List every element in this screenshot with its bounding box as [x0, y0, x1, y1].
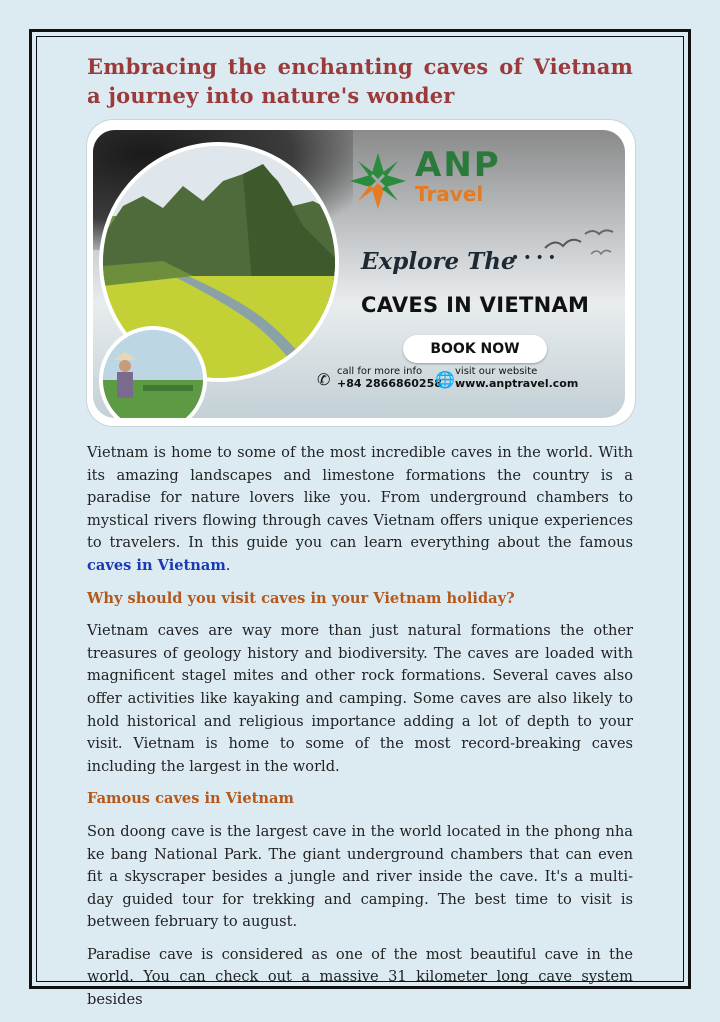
why-visit-heading: Why should you visit caves in your Vietnam holiday?: [87, 589, 515, 607]
caves-in-vietnam-link[interactable]: caves in Vietnam: [87, 556, 226, 574]
farmer-image: [103, 330, 203, 418]
paradise-cave-paragraph: Paradise cave is considered as one of the most beautiful cave in the world. You can check out a massive 31 kilometer long cave system besides: [87, 945, 633, 1009]
explore-heading: Explore The: [361, 248, 516, 275]
caves-headline: CAVES IN VIETNAM: [361, 293, 590, 317]
famous-caves-heading: Famous caves in Vietnam: [87, 790, 294, 808]
why-visit-paragraph: Vietnam caves are way more than just natural formations the other treasures of geology history and biodiversity. The caves are loaded with magnificent stagel mites and other rock formations. Several caves also offer activities like kayaking and camping. Some caves are also likely to hold historical and religious importance adding a lot of depth to your visit. Vietnam is home to some of the most record-breaking caves including the largest in the world.: [87, 622, 633, 775]
anp-travel-logo: [415, 145, 501, 206]
intro-paragraph: [87, 442, 633, 578]
son-doong-paragraph: Son doong cave is the largest cave in the world located in the phong nha ke bang National Park. The giant underground chambers that can even fit a skyscraper besides a jungle and river inside the cave. It's a multi-day guided tour for trekking and camping. The best time to visit is between february to august.: [87, 822, 633, 931]
website-label: visit our website: [455, 366, 538, 377]
phone-icon: ✆: [317, 370, 331, 389]
call-label: call for more info: [337, 366, 423, 377]
anp-logo-icon: [347, 150, 409, 216]
intro-end: .: [225, 556, 231, 574]
promo-banner: [87, 120, 635, 426]
title-block: [87, 52, 633, 110]
intro-text: Vietnam is home to some of the most incredible caves in the world. With its amazing landscapes and limestone formations the country is a paradise for nature lovers like you. From underground chambers to mystical rivers flowing through caves Vietnam offers unique experiences to travelers. In this guide you can learn everything about the famous: [87, 444, 633, 552]
logo-anp-text: ANP: [415, 145, 501, 185]
call-number: +84 2866860258: [337, 377, 442, 390]
call-info: [317, 366, 442, 390]
website-info: [435, 366, 579, 390]
banner-background: [93, 130, 625, 418]
article-body: [87, 442, 633, 1022]
logo-travel-text: Travel: [415, 182, 484, 206]
website-url[interactable]: www.anptravel.com: [455, 377, 579, 390]
explore-dots: ••••: [511, 250, 561, 266]
globe-icon: 🌐: [435, 370, 455, 389]
page-title: Embracing the enchanting caves of Vietnam a journey into nature's wonder: [87, 54, 633, 108]
book-now-button[interactable]: BOOK NOW: [403, 335, 547, 363]
